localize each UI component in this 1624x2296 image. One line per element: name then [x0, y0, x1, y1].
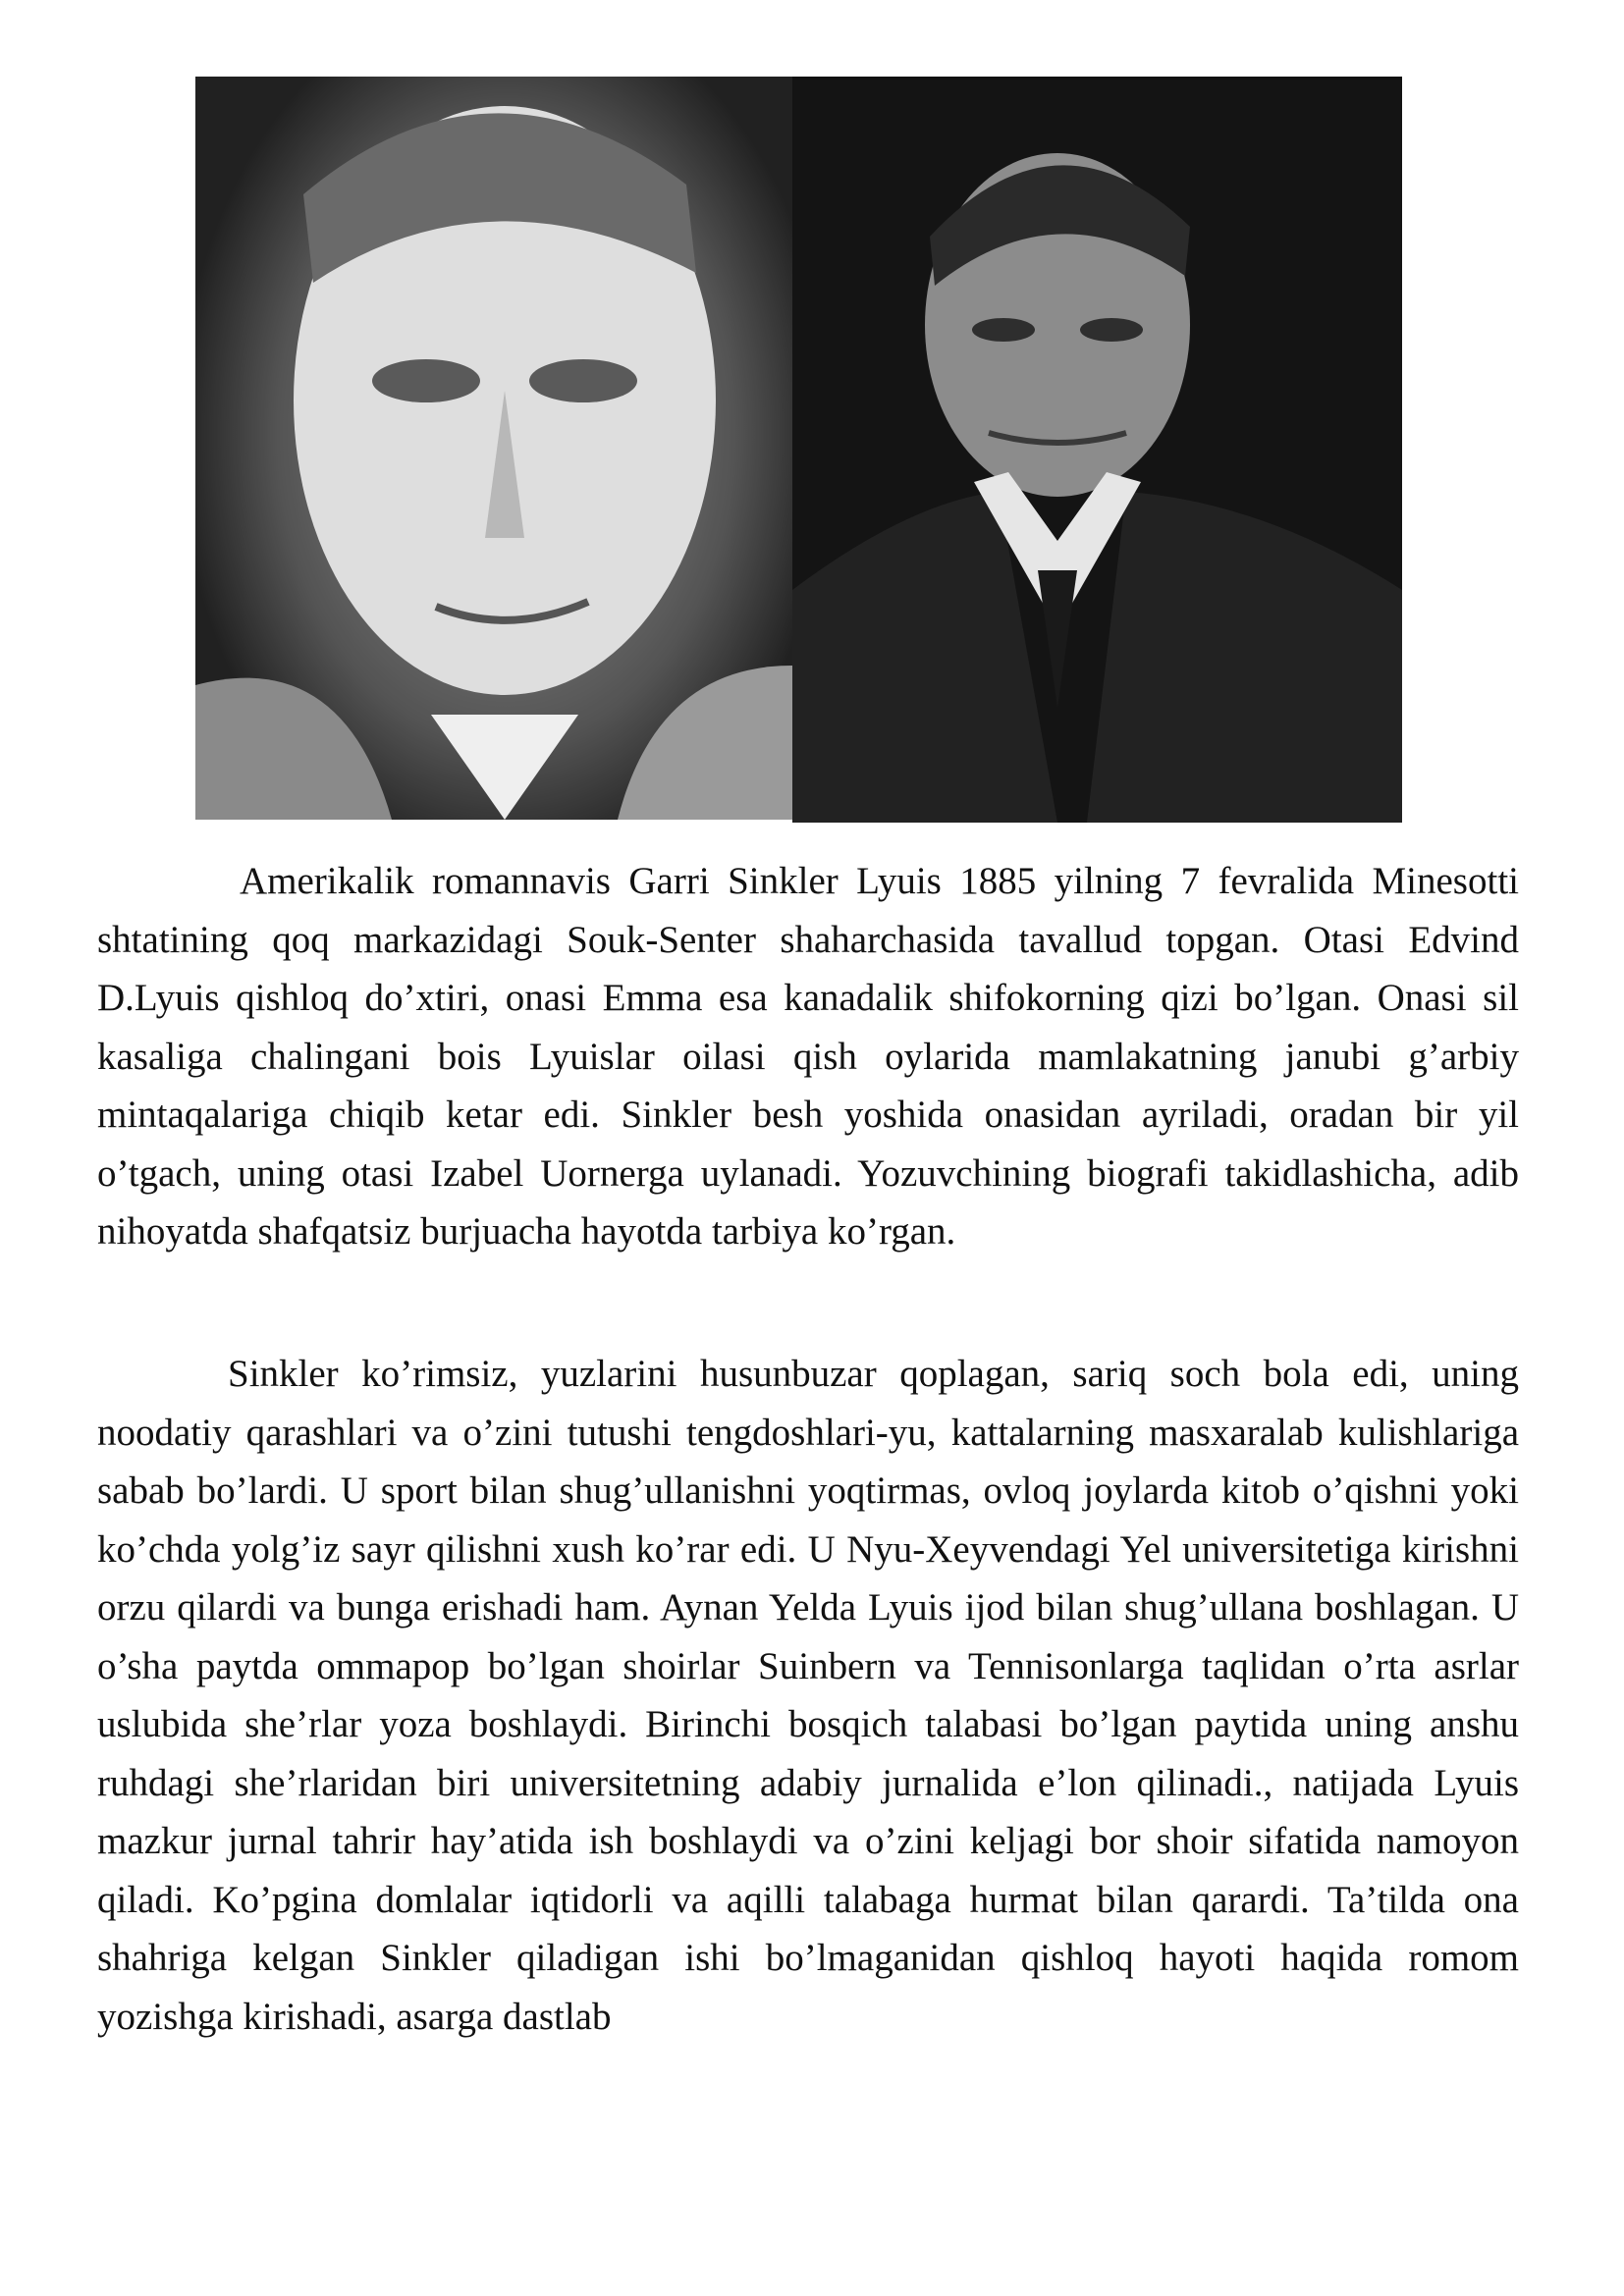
left-portrait-image — [195, 77, 792, 820]
paragraph-block-1 — [97, 852, 1519, 1261]
portrait-figure — [195, 77, 1402, 820]
paragraph-block-2 — [97, 1345, 1519, 2046]
left-portrait-photo — [195, 77, 792, 820]
paragraph-2: Sinkler ko’rimsiz, yuzlarini husunbuzar qoplagan, sariq soch bola edi, uning noodatiy qarashlari va o’zini tutushi tengdoshlari-yu, kattalarning masxaralab kulishlariga sabab bo’lardi. U sport bilan shug’ullanishni yoqtirmas, ovloq joylarda kitob o’qishni yoki ko’chda yolg’iz sayr qilishni xush ko’rar edi. U Nyu-Xeyvendagi Yel universitetiga kirishni orzu qilardi va bunga erishadi ham. Aynan Yelda Lyuis ijod bilan shug’ullana boshlagan. U o’sha paytda ommapop bo’lgan shoirlar Suinbern va Tennisonlarga taqlidan o’rta asrlar uslubida she’rlar yoza boshlaydi. Birinchi bosqich talabasi bo’lgan paytida uning anshu ruhdagi she’rlaridan biri universitetning adabiy jurnalida e’lon qilinadi., natijada Lyuis mazkur jurnal tahrir hay’atida ish boshlaydi va o’zini keljagi bor shoir sifatida namoyon qiladi. Ko’pgina domlalar iqtidorli va aqilli talabaga hurmat bilan qarardi. Ta’tilda ona shahriga kelgan Sinkler qiladigan ishi bo’lmaganidan qishloq hayoti haqida romom yozishga kirishadi, asarga dastlab — [97, 1353, 1519, 2038]
paragraph-1: Amerikalik romannavis Garri Sinkler Lyuis 1885 yilning 7 fevralida Minesotti shtatining qoq markazidagi Souk-Senter shaharchasida tavallud topgan. Otasi Edvind D.Lyuis qishloq do’xtiri, onasi Emma esa kanadalik shifokorning qizi bo’lgan. Onasi sil kasaliga chalingani bois Lyuislar oilasi qish oylarida mamlakatning janubi g’arbiy mintaqalariga chiqib ketar edi. Sinkler besh yoshida onasidan ayriladi, oradan bir yil o’tgach, uning otasi Izabel Uornerga uylanadi. Yozuvchining biografi takidlashicha, adib nihoyatda shafqatsiz burjuacha hayotda tarbiya ko’rgan. — [97, 860, 1519, 1253]
right-portrait-photo — [792, 77, 1402, 823]
right-portrait-image — [792, 80, 1402, 823]
